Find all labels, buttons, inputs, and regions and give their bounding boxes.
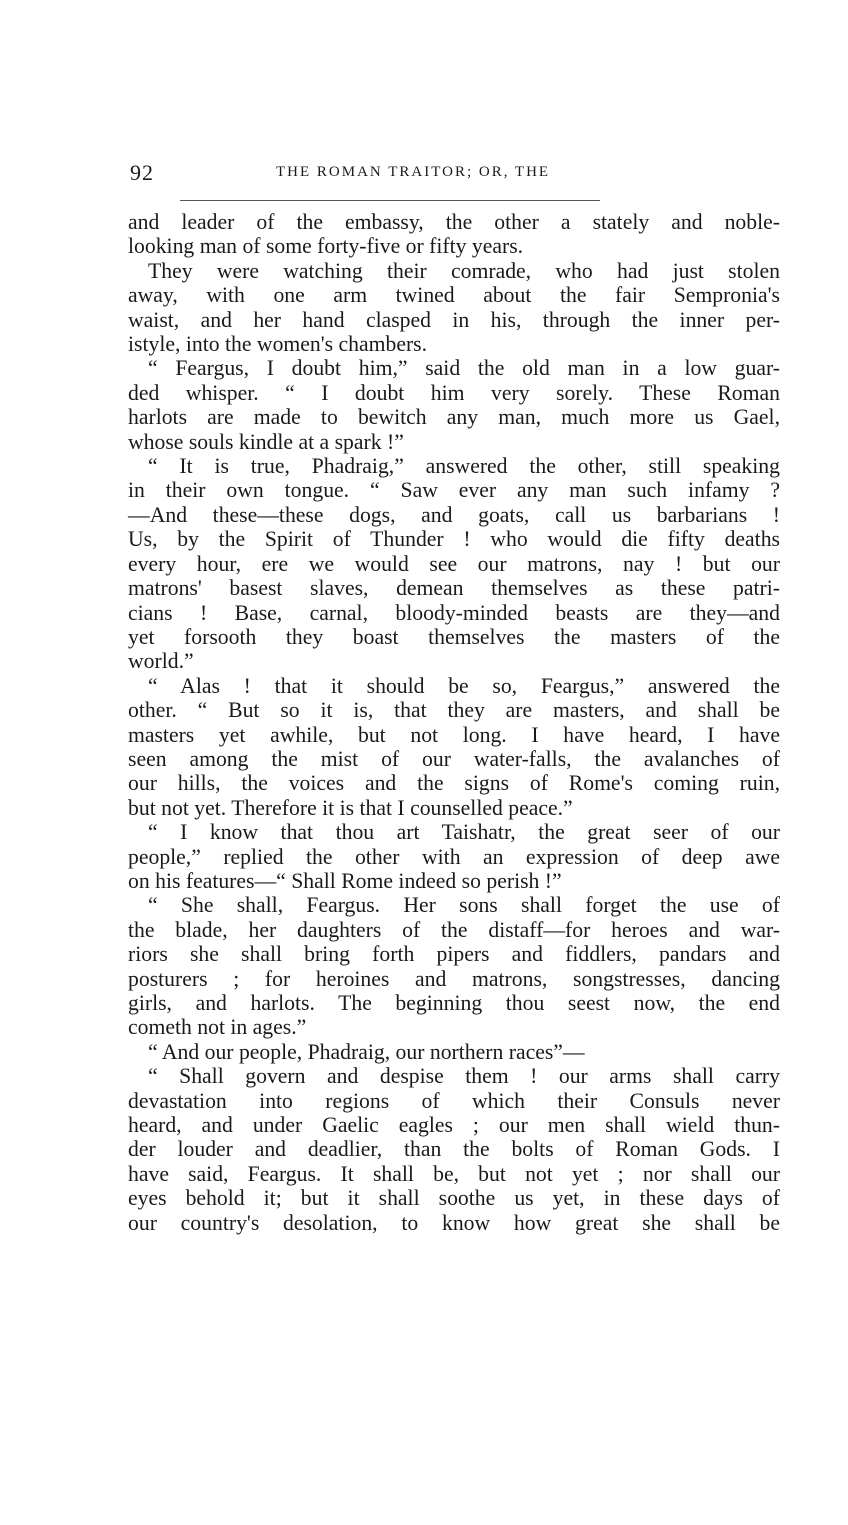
running-head: THE ROMAN TRAITOR; OR, THE: [276, 164, 551, 180]
text-line: other. “ But so it is, that they are masters, and shall be: [128, 698, 780, 723]
text-line: “ Feargus, I doubt him,” said the old man in a low guar-: [148, 356, 780, 381]
text-line: eyes behold it; but it shall soothe us yet, in these days of: [128, 1186, 780, 1211]
text-line: They were watching their comrade, who had just stolen: [148, 258, 780, 283]
text-line: our hills, the voices and the signs of Rome's coming ruin,: [128, 771, 780, 796]
text-line: whose souls kindle at a spark !”: [128, 429, 404, 454]
text-line: yet forsooth they boast themselves the masters of the: [128, 624, 780, 649]
text-line: “ Alas ! that it should be so, Feargus,” answered the: [148, 673, 780, 698]
page-number: 92: [130, 160, 154, 185]
text-line: “ She shall, Feargus. Her sons shall forget the use of: [148, 893, 780, 918]
text-line: heard, and under Gaelic eagles ; our men shall wield thun-: [128, 1113, 780, 1138]
text-line: every hour, ere we would see our matrons, nay ! but our: [128, 551, 780, 576]
page-header: [130, 160, 780, 190]
text-line: “ It is true, Phadraig,” answered the other, still speaking: [148, 454, 780, 479]
text-line: away, with one arm twined about the fair Sempronia's: [128, 283, 780, 308]
text-line: riors she shall bring forth pipers and fiddlers, pandars and: [128, 942, 780, 967]
text-line: waist, and her hand clasped in his, through the inner per-: [128, 307, 780, 332]
body-text: [128, 210, 780, 1235]
text-line: “ And our people, Phadraig, our northern races”—: [148, 1039, 585, 1064]
text-line: “ Shall govern and despise them ! our arms shall carry: [148, 1064, 780, 1089]
text-line: people,” replied the other with an expression of deep awe: [128, 844, 780, 869]
text-line: girls, and harlots. The beginning thou seest now, the end: [128, 991, 780, 1015]
text-line: ded whisper. “ I doubt him very sorely. These Roman: [128, 380, 780, 405]
text-line: on his features—“ Shall Rome indeed so perish !”: [128, 868, 562, 893]
text-line: and leader of the embassy, the other a stately and noble-: [128, 210, 780, 234]
text-line: “ I know that thou art Taishatr, the great seer of our: [148, 820, 780, 845]
text-line: —And these—these dogs, and goats, call us barbarians !: [128, 502, 780, 527]
text-line: looking man of some forty-five or fifty years.: [128, 234, 524, 259]
text-line: seen among the mist of our water-falls, the avalanches of: [128, 746, 780, 771]
text-line: but not yet. Therefore it is that I counselled peace.”: [128, 795, 573, 820]
text-line: cians ! Base, carnal, bloody-minded beasts are they—and: [128, 600, 780, 625]
text-line: cometh not in ages.”: [128, 1015, 307, 1040]
text-line: der louder and deadlier, than the bolts of Roman Gods. I: [128, 1137, 780, 1162]
text-line: devastation into regions of which their Consuls never: [128, 1088, 780, 1113]
text-line: have said, Feargus. It shall be, but not yet ; nor shall our: [128, 1161, 780, 1186]
text-line: masters yet awhile, but not long. I have heard, I have: [128, 722, 780, 747]
text-line: the blade, her daughters of the distaff—for heroes and war-: [128, 917, 780, 942]
text-line: Us, by the Spirit of Thunder ! who would die fifty deaths: [128, 527, 780, 552]
text-line: harlots are made to bewitch any man, much more us Gael,: [128, 405, 780, 430]
text-line: posturers ; for heroines and matrons, songstresses, dancing: [128, 966, 780, 991]
text-line: in their own tongue. “ Saw ever any man such infamy ?: [128, 478, 780, 503]
text-line: matrons' basest slaves, demean themselves as these patri-: [128, 576, 780, 601]
header-rule: [180, 200, 600, 201]
text-line: istyle, into the women's chambers.: [128, 332, 428, 357]
text-line: world.”: [128, 649, 194, 674]
text-line: our country's desolation, to know how great she shall be: [128, 1210, 780, 1235]
